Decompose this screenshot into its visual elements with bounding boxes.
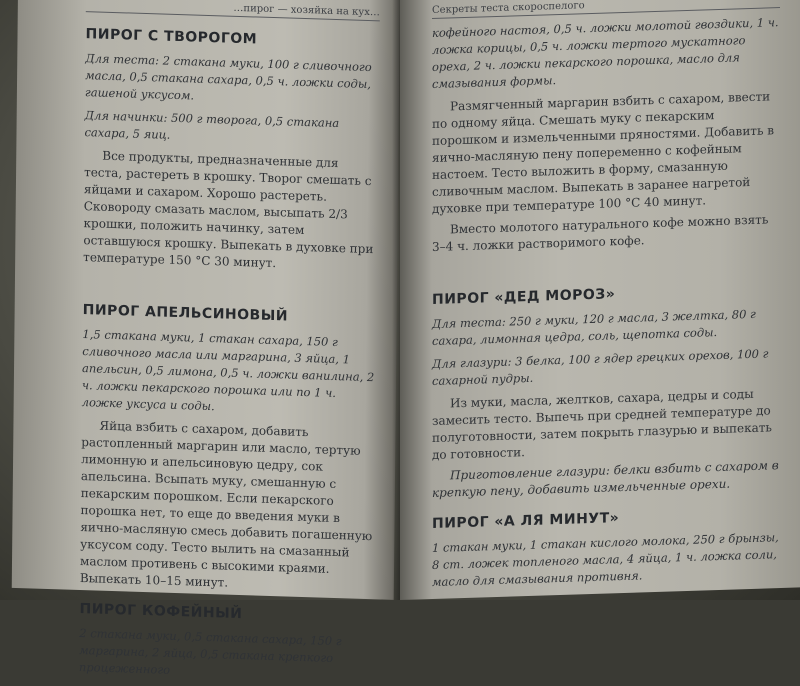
recipe-title-a-la-minute-pie: ПИРОГ «А ЛЯ МИНУТ» [432, 510, 620, 532]
recipe-instructions: Все продукты, предназначенные для теста, растереть в крошку. Творог смешать с яйцами и сахаром. Хорошо растереть. Сковороду смазать маслом, высыпать 2/3 крошки, положить начинку, затем оставшуюся крошку. Выпекать в духовке при температуре 150 °С 30 минут. [83, 148, 374, 271]
coffee-pie-instructions: Размягченный маргарин взбить с сахаром, ввести по одному яйца. Смешать муку с пекарским порошком и измельченными пряностями. Добавить в яично-масляную пену попеременно с кофейным настоем. Тесто выложить в форму, смазанную сливочным маслом. Выпекать в заранее нагретой духовке при температуре 100 °С 40 минут. [432, 89, 775, 216]
coffee-pie-ingredients: 2 стакана муки, 0,5 стакана сахара, 150 г маргарина, 2 яйца, 0,5 стакана крепкого процеженного [78, 625, 342, 677]
orange-pie-ingredients: 1,5 стакана муки, 1 стакан сахара, 150 г сливочного масла или маргарина, 3 яйца, 1 апельсин, 0,5 лимона, 0,5 ч. ложки ванилина, 2 ч. ложки пекарского порошка или по 1 ч. ложке уксуса и соды. [81, 327, 375, 414]
ded-moroz-glaze-note: Приготовление глазури: белки взбить с сахаром в крепкую пену, добавить измельченные орехи. [432, 458, 779, 500]
coffee-pie-note: Вместо молотого натурального кофе можно взять 3–4 ч. ложки растворимого кофе. [432, 212, 769, 254]
a-la-minute-ingredients: 1 стакан муки, 1 стакан кислого молока, 250 г брынзы, 8 ст. ложек топленого масла, 4 яйца, 1 ч. ложка соли, масло для смазывания противня. [432, 530, 779, 589]
coffee-pie-ingredients-continued: кофейного настоя, 0,5 ч. ложки молотой гвоздики, 1 ч. ложка корицы, 0,5 ч. ложки тертого мускатного ореха, 2 ч. ложки пекарского порошка, масло для смазывания формы. [432, 15, 779, 91]
recipe-title-orange-pie: ПИРОГ АПЕЛЬСИНОВЫЙ [82, 302, 289, 325]
right-page [400, 0, 800, 600]
ded-moroz-glaze-ingredients: Для глазури: 3 белка, 100 г ядер грецких орехов, 100 г сахарной пудры. [432, 346, 769, 388]
ded-moroz-dough-ingredients: Для теста: 250 г муки, 120 г масла, 3 желтка, 80 г сахара, лимонная цедра, соль, щепотка соды. [432, 306, 756, 348]
running-header-right: Секреты теста скороспелого [432, 0, 780, 19]
filling-ingredients: Для начинки: 500 г творога, 0,5 стакана сахара, 5 яиц. [84, 108, 340, 142]
recipe-title-cottage-cheese-pie: ПИРОГ С ТВОРОГОМ [85, 26, 258, 48]
running-header-left: …пирог — хозяйка на кух… [86, 0, 380, 21]
recipe-title-ded-moroz-pie: ПИРОГ «ДЕД МОРОЗ» [432, 286, 616, 308]
recipe-title-coffee-pie: ПИРОГ КОФЕЙНЫЙ [79, 600, 243, 623]
ded-moroz-instructions: Из муки, масла, желтков, сахара, цедры и соды замесить тесто. Выпечь при средней температуре до полуготовности, затем покрыть глазурью и выпекать до готовности. [432, 386, 772, 462]
dough-ingredients: Для теста: 2 стакана муки, 100 г сливочного масла, 0,5 стакана сахара, 0,5 ч. ложки соды, гашеной уксусом. [84, 51, 372, 103]
left-page [12, 0, 400, 677]
orange-pie-instructions: Яйца взбить с сахаром, добавить растопленный маргарин или масло, тертую лимонную и апельсиновую цедру, сок апельсина. Всыпать муку, смешанную с пекарским порошком. Если пекарского порошка нет, то еще до введения муки в яично-масляную смесь добавить погашенную уксусом соду. Тесто вылить на смазанный маслом противень с высокими краями. Выпекать 10–15 минут. [79, 418, 373, 590]
